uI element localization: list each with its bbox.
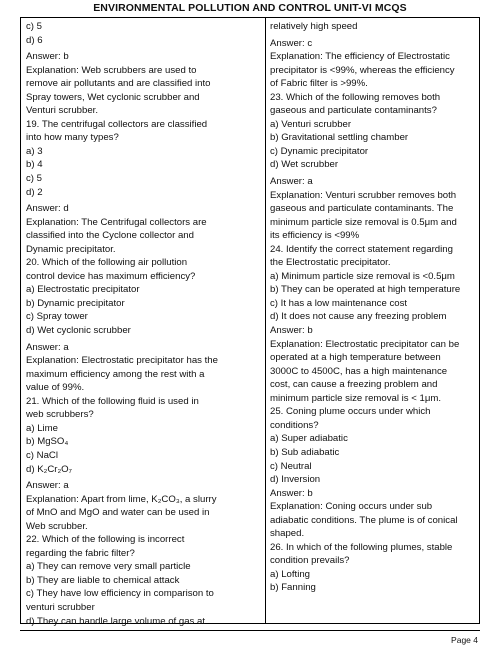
text-line: 24. Identify the correct statement regarding <box>270 243 453 255</box>
text-line: minimum particle size removal is < 1μm. <box>270 392 442 404</box>
text-line: gaseous and particulate contaminants. The <box>270 203 454 215</box>
text-line: 22. Which of the following is incorrect <box>26 534 185 546</box>
page-header-title: ENVIRONMENTAL POLLUTION AND CONTROL UNIT-VI MCQS <box>93 2 407 14</box>
text-line: venturi scrubber <box>26 601 95 613</box>
text-line: into how many types? <box>26 132 119 144</box>
text-line: Answer: d <box>26 203 69 215</box>
text-line: d) 6 <box>26 34 43 46</box>
text-line: Explanation: The efficiency of Electrostatic <box>270 51 450 63</box>
text-line: c) They have low efficiency in comparison to <box>26 588 214 600</box>
text-line: 3000C to 4500C, has a high maintenance <box>270 365 448 377</box>
text-line: Explanation: Web scrubbers are used to <box>26 64 197 76</box>
text-line: Explanation: Venturi scrubber removes both <box>270 189 457 201</box>
text-line: a) Minimum particle size removal is <0.5μm <box>270 270 455 282</box>
text-line: 23. Which of the following removes both <box>270 91 441 103</box>
text-line: b) Dynamic precipitator <box>26 297 125 309</box>
text-line: b) They can be operated at high temperature <box>270 284 461 296</box>
text-line: d) Wet scrubber <box>270 159 339 171</box>
text-line: b) Gravitational settling chamber <box>270 132 409 144</box>
text-line: of Fabric filter is >99%. <box>270 78 368 90</box>
text-line: Answer: b <box>26 51 69 63</box>
text-line: Dynamic precipitator. <box>26 243 116 255</box>
text-line: conditions? <box>270 419 319 431</box>
text-line: remove air pollutants and are classified into <box>26 78 211 90</box>
text-line: a) Electrostatic precipitator <box>26 284 140 296</box>
text-line: Answer: a <box>270 176 313 188</box>
text-line: 19. The centrifugal collectors are classified <box>26 118 208 130</box>
text-line: Explanation: Coning occurs under sub <box>270 501 433 513</box>
text-line: a) They can remove very small particle <box>26 561 191 573</box>
text-line: d) It does not cause any freezing problem <box>270 311 447 323</box>
text-line: value of 99%. <box>26 382 85 394</box>
text-line: shaped. <box>270 528 305 540</box>
text-line: cost, can cause a freezing problem and <box>270 379 438 391</box>
text-line: control device has maximum efficiency? <box>26 270 196 282</box>
text-line: a) Super adiabatic <box>270 433 348 445</box>
text-line: adiabatic conditions. The plume is of conical <box>270 514 458 526</box>
text-line: c) NaCl <box>26 449 58 461</box>
text-line: relatively high speed <box>270 21 358 32</box>
text-line: maximum efficiency among the rest with a <box>26 368 205 380</box>
text-line: b) Fanning <box>270 582 316 594</box>
text-line: its efficiency is <99% <box>270 230 360 242</box>
column-divider <box>265 18 266 623</box>
text-line: Explanation: The Centrifugal collectors are <box>26 216 207 228</box>
text-line: precipitator is <99%, whereas the efficiency <box>270 64 455 76</box>
text-line: Answer: b <box>270 487 313 499</box>
text-line: d) Wet cyclonic scrubber <box>26 325 131 337</box>
text-line: Answer: b <box>270 325 313 337</box>
text-line: Spray towers, Wet cyclonic scrubber and <box>26 91 200 103</box>
footer-rule <box>20 630 480 631</box>
text-line: web scrubbers? <box>26 409 94 421</box>
text-line: of MnO and MgO and water can be used in <box>26 507 210 519</box>
right-column <box>270 20 476 595</box>
text-line: a) Lime <box>26 422 58 434</box>
text-line: b) 4 <box>26 159 43 171</box>
text-line: Answer: c <box>270 37 313 49</box>
text-line: Answer: a <box>26 341 69 353</box>
text-line: 26. In which of the following plumes, stable <box>270 541 453 553</box>
text-line: d) 2 <box>26 186 43 198</box>
text-line: d) K₂Cr₂O₇ <box>26 463 72 475</box>
page-number: Page 4 <box>451 635 478 645</box>
text-line: classified into the Cyclone collector and <box>26 230 194 242</box>
text-line: 20. Which of the following air pollution <box>26 257 188 269</box>
text-line: gaseous and particulate contaminants? <box>270 105 437 117</box>
text-line: a) Venturi scrubber <box>270 118 352 130</box>
text-line: minimum particle size removal is 0.5μm and <box>270 216 457 228</box>
text-line: c) It has a low maintenance cost <box>270 297 408 309</box>
text-line: c) Dynamic precipitator <box>270 145 369 157</box>
text-line: Answer: a <box>26 480 69 492</box>
text-line: c) Spray tower <box>26 311 88 323</box>
text-line: b) They are liable to chemical attack <box>26 574 180 586</box>
text-line: d) Inversion <box>270 474 321 486</box>
text-line: b) Sub adiabatic <box>270 446 340 458</box>
text-line: 25. Coning plume occurs under which <box>270 406 431 418</box>
text-line: Explanation: Apart from lime, K₂CO₃, a slurry <box>26 493 217 505</box>
text-line: a) Lofting <box>270 568 311 580</box>
text-line: c) Neutral <box>270 460 312 472</box>
text-line: the Electrostatic precipitator. <box>270 257 391 269</box>
text-line: Web scrubber. <box>26 520 88 532</box>
text-line: operated at a high temperature between <box>270 352 441 364</box>
text-line: c) 5 <box>26 21 42 32</box>
text-line: Explanation: Electrostatic precipitator has the <box>26 355 218 367</box>
text-line: a) 3 <box>26 145 43 157</box>
text-line: c) 5 <box>26 173 42 185</box>
text-line: condition prevails? <box>270 555 350 567</box>
two-column-frame <box>20 17 480 627</box>
text-line: Explanation: Electrostatic precipitator can be <box>270 338 460 350</box>
text-line: Venturi scrubber. <box>26 105 98 117</box>
text-line: d) They can handle large volume of gas at <box>26 615 206 627</box>
text-line: 21. Which of the following fluid is used in <box>26 395 199 407</box>
text-line: b) MgSO₄ <box>26 436 69 448</box>
text-line: regarding the fabric filter? <box>26 547 135 559</box>
left-column <box>26 20 260 628</box>
